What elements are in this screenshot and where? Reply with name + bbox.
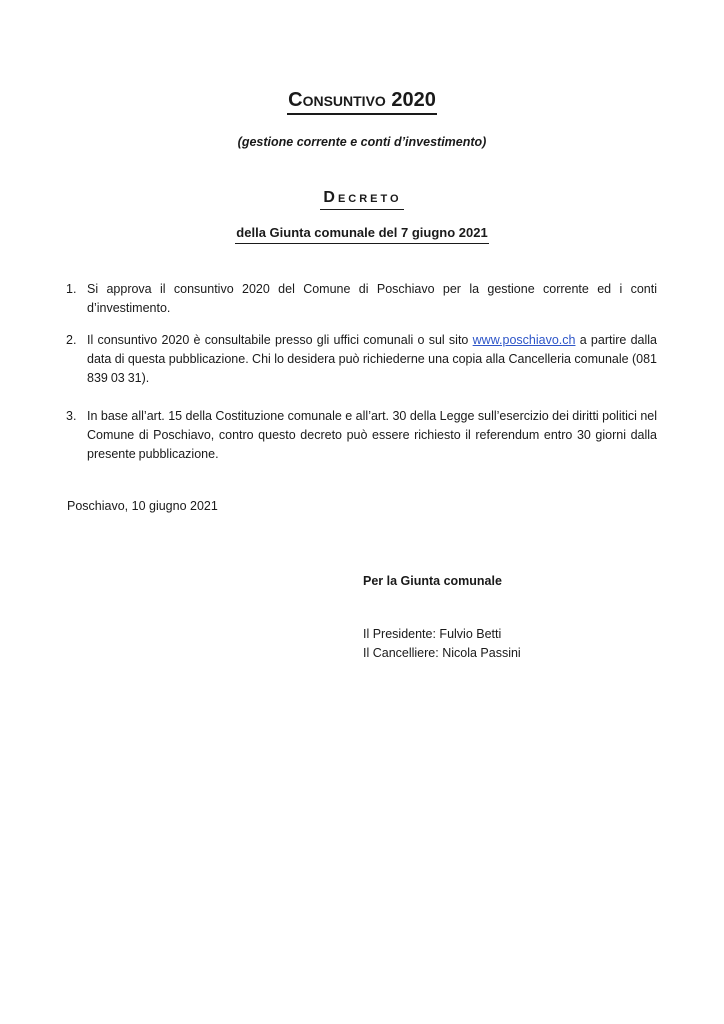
decree-heading bbox=[0, 188, 724, 210]
decree-subheading bbox=[0, 223, 724, 244]
decree-subheading-text: della Giunta comunale del 7 giugno 2021 bbox=[235, 223, 488, 244]
signature-heading: Per la Giunta comunale bbox=[363, 574, 502, 588]
list-item-text-before-link: Il consuntivo 2020 è consultabile presso gli uffici comunali o sul sito bbox=[87, 333, 473, 347]
list-item-number: 3. bbox=[66, 409, 77, 423]
document-title bbox=[0, 88, 724, 115]
list-item-text: Si approva il consuntivo 2020 del Comune di Poschiavo per la gestione corrente ed i conti d’investimento. bbox=[87, 282, 657, 315]
president-signature-line: Il Presidente: Fulvio Betti bbox=[363, 627, 502, 641]
list-item bbox=[66, 280, 657, 318]
list-item-text-after-link: a partire dalla data di questa pubblicazione. Chi lo desidera può richiederne una copia alla Cancelleria comunale (081 839 03 31). bbox=[87, 333, 657, 385]
chancellor-signature-line: Il Cancelliere: Nicola Passini bbox=[363, 646, 521, 660]
document-subtitle: (gestione corrente e conti d’investimento) bbox=[237, 135, 487, 149]
document-title-text: Consuntivo 2020 bbox=[287, 88, 437, 115]
list-item-number: 2. bbox=[66, 333, 77, 347]
signature-block bbox=[363, 572, 521, 663]
list-item bbox=[66, 331, 657, 388]
poschiavo-website-link[interactable]: www.poschiavo.ch bbox=[472, 333, 576, 347]
decree-heading-text: Decreto bbox=[320, 188, 403, 210]
dateline: Poschiavo, 10 giugno 2021 bbox=[67, 499, 218, 513]
list-item bbox=[66, 407, 657, 464]
list-item-text: In base all’art. 15 della Costituzione comunale e all’art. 30 della Legge sull’esercizio dei diritti politici nel Comune di Poschiavo, contro questo decreto può essere richiesto il referendum entro 30 giorni dalla presente pubblicazione. bbox=[87, 409, 657, 461]
list-item-number: 1. bbox=[66, 282, 77, 296]
list-item-text bbox=[87, 331, 657, 388]
